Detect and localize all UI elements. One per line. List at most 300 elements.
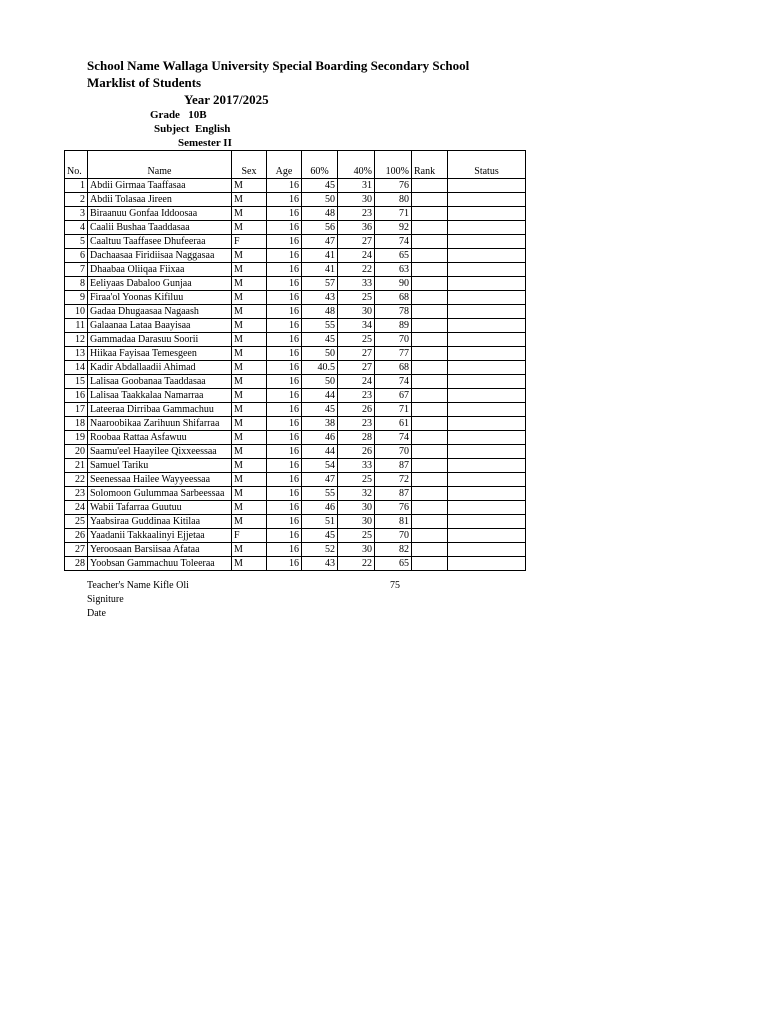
cell-name: Seenessaa Hailee Wayyeessaa: [88, 473, 232, 487]
cell-name: Samuel Tariku: [88, 459, 232, 473]
cell-sex: M: [232, 249, 267, 263]
cell-no: 7: [65, 263, 88, 277]
cell-40: 26: [338, 445, 375, 459]
cell-sex: M: [232, 319, 267, 333]
cell-40: 33: [338, 277, 375, 291]
cell-rank: [412, 263, 448, 277]
cell-no: 21: [65, 459, 88, 473]
cell-sex: M: [232, 263, 267, 277]
cell-name: Caalii Bushaa Taaddasaa: [88, 221, 232, 235]
cell-40: 36: [338, 221, 375, 235]
cell-sex: M: [232, 347, 267, 361]
table-row: [65, 417, 526, 431]
cell-name: Hiikaa Fayisaa Temesgeen: [88, 347, 232, 361]
semester-label: Semester II: [178, 137, 232, 149]
cell-100: 78: [375, 305, 412, 319]
cell-no: 2: [65, 193, 88, 207]
cell-100: 90: [375, 277, 412, 291]
cell-no: 11: [65, 319, 88, 333]
table-row: [65, 543, 526, 557]
cell-40: 26: [338, 403, 375, 417]
cell-age: 16: [267, 403, 302, 417]
cell-100: 72: [375, 473, 412, 487]
cell-name: Naaroobikaa Zarihuun Shifarraa: [88, 417, 232, 431]
cell-status: [448, 403, 526, 417]
cell-status: [448, 501, 526, 515]
table-row: [65, 347, 526, 361]
cell-age: 16: [267, 305, 302, 319]
cell-rank: [412, 235, 448, 249]
cell-60: 55: [302, 487, 338, 501]
cell-60: 45: [302, 179, 338, 193]
cell-60: 45: [302, 333, 338, 347]
cell-rank: [412, 445, 448, 459]
cell-sex: M: [232, 375, 267, 389]
cell-rank: [412, 277, 448, 291]
cell-sex: M: [232, 459, 267, 473]
cell-60: 52: [302, 543, 338, 557]
cell-age: 16: [267, 417, 302, 431]
cell-no: 10: [65, 305, 88, 319]
table-row: [65, 459, 526, 473]
cell-name: Yaadanii Takkaalinyi Ejjetaa: [88, 529, 232, 543]
table-row: [65, 193, 526, 207]
cell-60: 45: [302, 529, 338, 543]
table-row: [65, 249, 526, 263]
cell-100: 71: [375, 207, 412, 221]
table-row: [65, 179, 526, 193]
cell-60: 46: [302, 431, 338, 445]
grade-label: Grade 10B: [150, 109, 207, 121]
cell-no: 13: [65, 347, 88, 361]
year-heading: Year 2017/2025: [184, 92, 269, 107]
table-row: [65, 263, 526, 277]
table-row: [65, 403, 526, 417]
cell-100: 67: [375, 389, 412, 403]
cell-no: 25: [65, 515, 88, 529]
cell-sex: M: [232, 417, 267, 431]
school-name-heading: School Name Wallaga University Special Boarding Secondary School: [87, 58, 470, 73]
cell-60: 54: [302, 459, 338, 473]
cell-no: 3: [65, 207, 88, 221]
cell-no: 20: [65, 445, 88, 459]
cell-rank: [412, 193, 448, 207]
cell-age: 16: [267, 445, 302, 459]
cell-no: 5: [65, 235, 88, 249]
cell-40: 22: [338, 557, 375, 571]
cell-100: 70: [375, 333, 412, 347]
cell-rank: [412, 305, 448, 319]
cell-age: 16: [267, 431, 302, 445]
table-row: [65, 501, 526, 515]
table-row: [65, 389, 526, 403]
cell-age: 16: [267, 473, 302, 487]
cell-60: 44: [302, 389, 338, 403]
cell-60: 51: [302, 515, 338, 529]
subject-label: Subject English: [154, 123, 231, 135]
cell-40: 33: [338, 459, 375, 473]
cell-name: Yaabsiraa Guddinaa Kitilaa: [88, 515, 232, 529]
cell-100: 92: [375, 221, 412, 235]
cell-age: 16: [267, 235, 302, 249]
cell-rank: [412, 291, 448, 305]
cell-rank: [412, 249, 448, 263]
cell-60: 48: [302, 207, 338, 221]
col-header-40: 40%: [338, 165, 375, 179]
cell-age: 16: [267, 557, 302, 571]
cell-40: 24: [338, 249, 375, 263]
cell-60: 46: [302, 501, 338, 515]
cell-sex: M: [232, 431, 267, 445]
cell-sex: M: [232, 305, 267, 319]
cell-sex: M: [232, 515, 267, 529]
cell-status: [448, 263, 526, 277]
cell-name: Lateeraa Dirribaa Gammachuu: [88, 403, 232, 417]
cell-name: Firaa'ol Yoonas Kifiluu: [88, 291, 232, 305]
cell-no: 24: [65, 501, 88, 515]
cell-40: 23: [338, 207, 375, 221]
cell-rank: [412, 501, 448, 515]
cell-status: [448, 389, 526, 403]
cell-age: 16: [267, 221, 302, 235]
cell-40: 30: [338, 193, 375, 207]
cell-60: 50: [302, 347, 338, 361]
cell-status: [448, 515, 526, 529]
cell-name: Wabii Tafarraa Guutuu: [88, 501, 232, 515]
cell-no: 8: [65, 277, 88, 291]
cell-no: 4: [65, 221, 88, 235]
teacher-name: Teacher's Name Kifle Oli: [87, 580, 189, 591]
cell-40: 27: [338, 235, 375, 249]
cell-name: Lalisaa Goobanaa Taaddasaa: [88, 375, 232, 389]
cell-sex: M: [232, 291, 267, 305]
cell-40: 23: [338, 389, 375, 403]
signature-label: Signiture: [87, 594, 124, 605]
cell-60: 47: [302, 473, 338, 487]
cell-rank: [412, 557, 448, 571]
cell-age: 16: [267, 361, 302, 375]
cell-rank: [412, 431, 448, 445]
cell-name: Abdii Tolasaa Jireen: [88, 193, 232, 207]
cell-age: 16: [267, 193, 302, 207]
table-row: [65, 529, 526, 543]
cell-rank: [412, 179, 448, 193]
cell-sex: M: [232, 473, 267, 487]
cell-60: 41: [302, 263, 338, 277]
cell-rank: [412, 473, 448, 487]
table-row: [65, 515, 526, 529]
cell-status: [448, 417, 526, 431]
cell-name: Eeliyaas Dabaloo Gunjaa: [88, 277, 232, 291]
cell-100: 76: [375, 179, 412, 193]
cell-100: 89: [375, 319, 412, 333]
cell-name: Caaltuu Taaffasee Dhufeeraa: [88, 235, 232, 249]
cell-no: 12: [65, 333, 88, 347]
cell-100: 77: [375, 347, 412, 361]
cell-status: [448, 207, 526, 221]
cell-status: [448, 291, 526, 305]
table-row: [65, 235, 526, 249]
cell-status: [448, 193, 526, 207]
cell-100: 80: [375, 193, 412, 207]
cell-100: 76: [375, 501, 412, 515]
col-header-100: 100%: [375, 165, 412, 179]
cell-100: 74: [375, 375, 412, 389]
marklist-heading: Marklist of Students: [87, 75, 202, 90]
cell-60: 40.5: [302, 361, 338, 375]
cell-sex: M: [232, 221, 267, 235]
table-row: [65, 445, 526, 459]
date-label: Date: [87, 608, 106, 619]
cell-rank: [412, 487, 448, 501]
cell-100: 70: [375, 445, 412, 459]
cell-40: 32: [338, 487, 375, 501]
table-row: [65, 291, 526, 305]
average-total: 75: [390, 580, 400, 591]
cell-40: 28: [338, 431, 375, 445]
cell-40: 25: [338, 333, 375, 347]
cell-status: [448, 543, 526, 557]
cell-no: 15: [65, 375, 88, 389]
cell-age: 16: [267, 291, 302, 305]
cell-age: 16: [267, 249, 302, 263]
cell-status: [448, 333, 526, 347]
cell-100: 82: [375, 543, 412, 557]
cell-60: 38: [302, 417, 338, 431]
cell-age: 16: [267, 347, 302, 361]
cell-40: 27: [338, 347, 375, 361]
cell-40: 30: [338, 501, 375, 515]
cell-100: 61: [375, 417, 412, 431]
cell-name: Yeroosaan Barsiisaa Afataa: [88, 543, 232, 557]
cell-status: [448, 529, 526, 543]
cell-no: 19: [65, 431, 88, 445]
table-row: [65, 473, 526, 487]
cell-100: 68: [375, 291, 412, 305]
table-row: [65, 207, 526, 221]
cell-status: [448, 179, 526, 193]
cell-status: [448, 277, 526, 291]
cell-rank: [412, 543, 448, 557]
table-row: [65, 319, 526, 333]
cell-status: [448, 431, 526, 445]
col-header-age: Age: [267, 165, 302, 179]
cell-100: 74: [375, 431, 412, 445]
table-row: [65, 221, 526, 235]
cell-sex: M: [232, 179, 267, 193]
cell-100: 74: [375, 235, 412, 249]
cell-rank: [412, 221, 448, 235]
col-header-60: 60%: [302, 165, 338, 179]
cell-name: Lalisaa Taakkalaa Namarraa: [88, 389, 232, 403]
cell-age: 16: [267, 277, 302, 291]
cell-60: 43: [302, 557, 338, 571]
cell-40: 25: [338, 291, 375, 305]
cell-60: 41: [302, 249, 338, 263]
cell-no: 6: [65, 249, 88, 263]
cell-sex: M: [232, 193, 267, 207]
marklist-table: [64, 150, 526, 571]
cell-status: [448, 361, 526, 375]
cell-60: 47: [302, 235, 338, 249]
cell-status: [448, 487, 526, 501]
col-header-name: Name: [88, 165, 232, 179]
cell-rank: [412, 459, 448, 473]
cell-sex: F: [232, 235, 267, 249]
cell-name: Yoobsan Gammachuu Toleeraa: [88, 557, 232, 571]
cell-rank: [412, 347, 448, 361]
cell-name: Dhaabaa Oliiqaa Fiixaa: [88, 263, 232, 277]
cell-60: 50: [302, 193, 338, 207]
cell-status: [448, 557, 526, 571]
cell-rank: [412, 375, 448, 389]
cell-no: 17: [65, 403, 88, 417]
cell-60: 50: [302, 375, 338, 389]
cell-40: 31: [338, 179, 375, 193]
cell-age: 16: [267, 389, 302, 403]
cell-sex: M: [232, 557, 267, 571]
cell-age: 16: [267, 529, 302, 543]
cell-name: Abdii Girmaa Taaffasaa: [88, 179, 232, 193]
cell-sex: M: [232, 277, 267, 291]
cell-age: 16: [267, 207, 302, 221]
cell-sex: M: [232, 361, 267, 375]
cell-sex: M: [232, 207, 267, 221]
cell-40: 30: [338, 515, 375, 529]
cell-40: 25: [338, 473, 375, 487]
cell-no: 27: [65, 543, 88, 557]
table-row: [65, 431, 526, 445]
cell-status: [448, 445, 526, 459]
col-header-no: No.: [65, 165, 88, 179]
cell-age: 16: [267, 459, 302, 473]
table-header-row: [65, 165, 526, 179]
cell-60: 55: [302, 319, 338, 333]
cell-sex: M: [232, 501, 267, 515]
cell-name: Biraanuu Gonfaa Iddoosaa: [88, 207, 232, 221]
cell-60: 44: [302, 445, 338, 459]
cell-status: [448, 319, 526, 333]
cell-no: 18: [65, 417, 88, 431]
cell-100: 70: [375, 529, 412, 543]
cell-name: Dachaasaa Firidiisaa Naggasaa: [88, 249, 232, 263]
table-top-spacer: [65, 151, 526, 166]
table-row: [65, 487, 526, 501]
cell-name: Kadir Abdallaadii Ahimad: [88, 361, 232, 375]
cell-age: 16: [267, 333, 302, 347]
cell-100: 87: [375, 487, 412, 501]
cell-100: 71: [375, 403, 412, 417]
cell-no: 26: [65, 529, 88, 543]
cell-rank: [412, 529, 448, 543]
col-header-status: Status: [448, 165, 526, 179]
cell-name: Galaanaa Lataa Baayisaa: [88, 319, 232, 333]
cell-40: 22: [338, 263, 375, 277]
cell-status: [448, 347, 526, 361]
cell-no: 23: [65, 487, 88, 501]
cell-rank: [412, 361, 448, 375]
cell-age: 16: [267, 487, 302, 501]
cell-age: 16: [267, 543, 302, 557]
cell-40: 27: [338, 361, 375, 375]
cell-rank: [412, 389, 448, 403]
cell-60: 56: [302, 221, 338, 235]
cell-sex: M: [232, 403, 267, 417]
cell-name: Solomoon Gulummaa Sarbeessaa: [88, 487, 232, 501]
cell-name: Gadaa Dhugaasaa Nagaash: [88, 305, 232, 319]
cell-age: 16: [267, 263, 302, 277]
cell-rank: [412, 403, 448, 417]
cell-sex: M: [232, 445, 267, 459]
cell-100: 65: [375, 557, 412, 571]
cell-40: 24: [338, 375, 375, 389]
cell-age: 16: [267, 179, 302, 193]
cell-rank: [412, 333, 448, 347]
cell-status: [448, 459, 526, 473]
cell-rank: [412, 207, 448, 221]
cell-sex: M: [232, 389, 267, 403]
cell-no: 1: [65, 179, 88, 193]
cell-40: 25: [338, 529, 375, 543]
cell-sex: M: [232, 487, 267, 501]
cell-60: 43: [302, 291, 338, 305]
cell-sex: M: [232, 333, 267, 347]
cell-100: 81: [375, 515, 412, 529]
cell-60: 48: [302, 305, 338, 319]
cell-status: [448, 305, 526, 319]
cell-age: 16: [267, 501, 302, 515]
cell-60: 57: [302, 277, 338, 291]
cell-60: 45: [302, 403, 338, 417]
table-row: [65, 333, 526, 347]
cell-40: 30: [338, 305, 375, 319]
cell-status: [448, 249, 526, 263]
cell-rank: [412, 417, 448, 431]
cell-status: [448, 221, 526, 235]
table-row: [65, 277, 526, 291]
cell-name: Roobaa Rattaa Asfawuu: [88, 431, 232, 445]
cell-100: 68: [375, 361, 412, 375]
cell-age: 16: [267, 375, 302, 389]
cell-100: 63: [375, 263, 412, 277]
cell-age: 16: [267, 515, 302, 529]
col-header-sex: Sex: [232, 165, 267, 179]
cell-40: 34: [338, 319, 375, 333]
col-header-rank: Rank: [412, 165, 448, 179]
table-row: [65, 361, 526, 375]
cell-no: 16: [65, 389, 88, 403]
cell-40: 23: [338, 417, 375, 431]
cell-sex: F: [232, 529, 267, 543]
cell-status: [448, 473, 526, 487]
cell-name: Saamu'eel Haayilee Qixxeessaa: [88, 445, 232, 459]
cell-age: 16: [267, 319, 302, 333]
cell-100: 87: [375, 459, 412, 473]
table-row: [65, 305, 526, 319]
table-row: [65, 375, 526, 389]
cell-no: 9: [65, 291, 88, 305]
cell-no: 28: [65, 557, 88, 571]
cell-rank: [412, 319, 448, 333]
cell-rank: [412, 515, 448, 529]
cell-status: [448, 235, 526, 249]
cell-status: [448, 375, 526, 389]
cell-no: 14: [65, 361, 88, 375]
cell-100: 65: [375, 249, 412, 263]
cell-no: 22: [65, 473, 88, 487]
cell-sex: M: [232, 543, 267, 557]
cell-name: Gammadaa Darasuu Soorii: [88, 333, 232, 347]
